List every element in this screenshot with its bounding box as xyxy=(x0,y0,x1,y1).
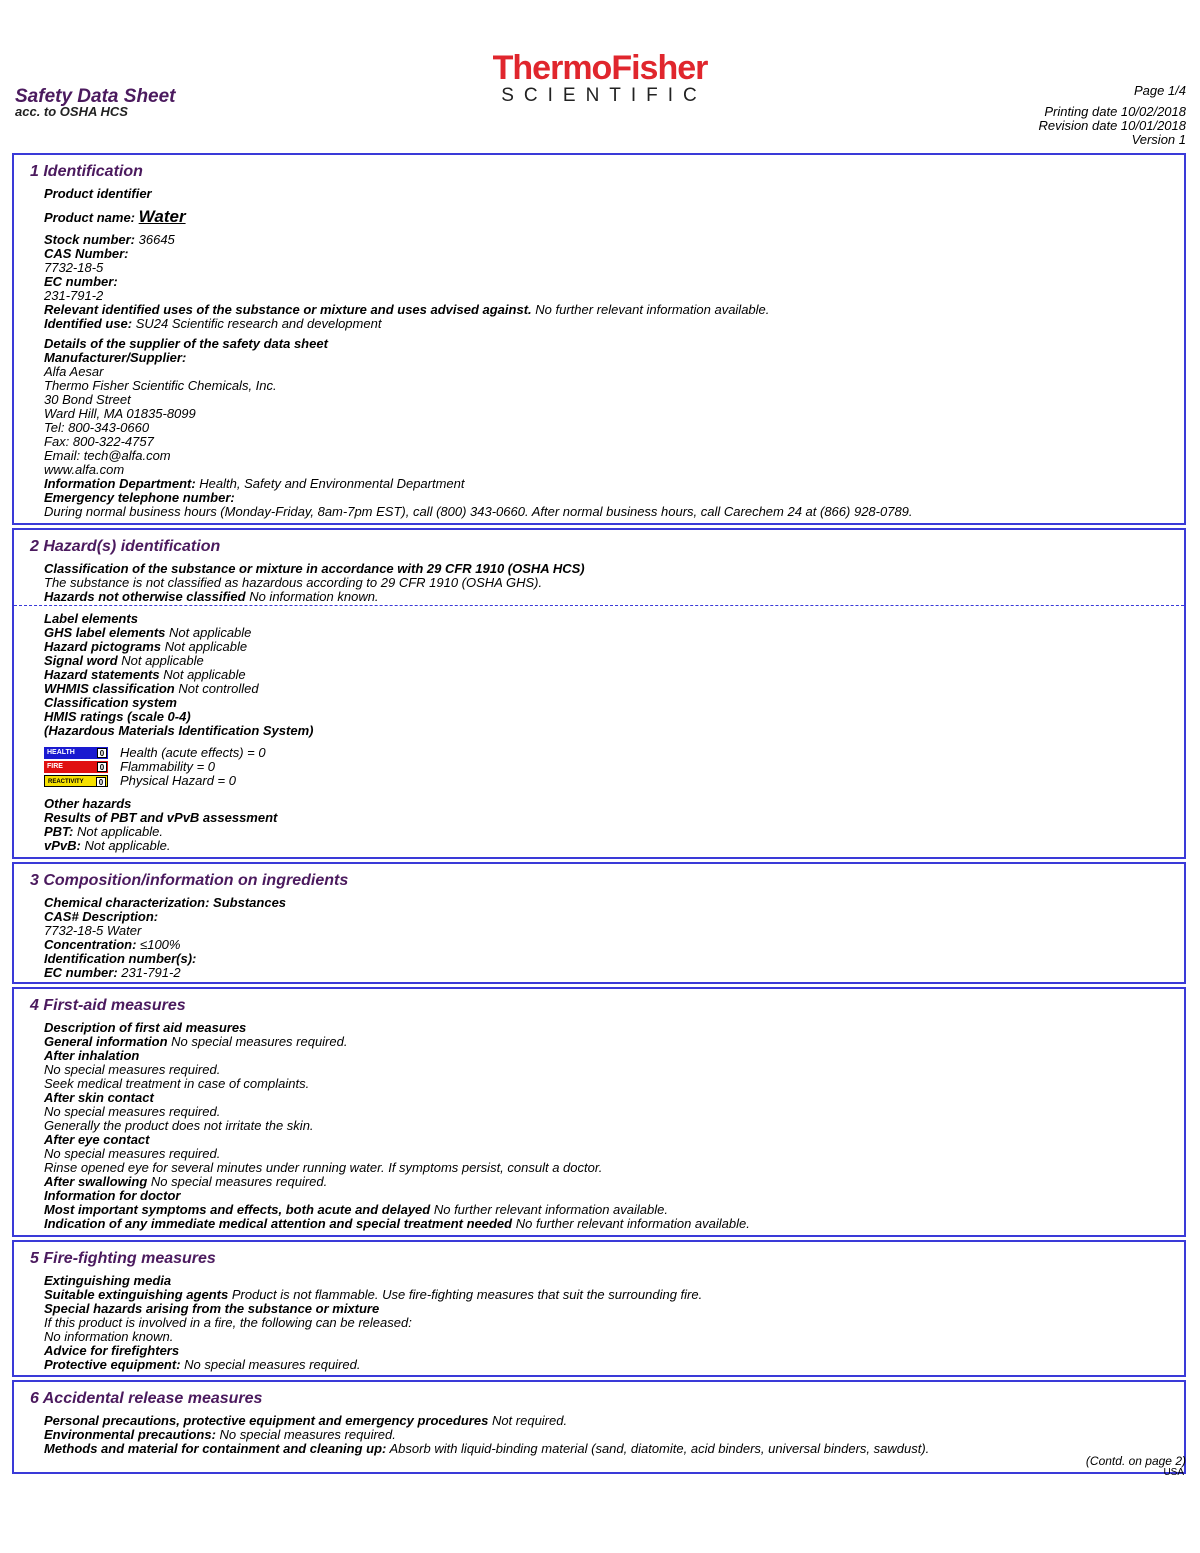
hmis-fire-badge: FIRE 0 xyxy=(44,761,108,773)
stock-number: 36645 xyxy=(138,232,175,247)
section-title: 5 Fire-fighting measures xyxy=(30,1250,216,1267)
section-accidental-release: 6 Accidental release measures Personal precautions, protective equipment and emergency procedures Not required. Environmental precautions: No special measures required. Methods and material for containment and cleaning up: Absorb with liquid-binding material (sand, diatomite, acid binders, universal binders, sawdust). xyxy=(12,1380,1186,1474)
dashed-divider xyxy=(14,605,1184,606)
address-line: Ward Hill, MA 01835-8099 xyxy=(44,406,196,421)
section-title: 1 Identification xyxy=(30,163,143,180)
hmis-row-reactivity: REACTIVITY 0 Physical Hazard = 0 xyxy=(44,774,313,788)
product-identifier-label: Product identifier xyxy=(44,186,152,201)
address-line: Alfa Aesar xyxy=(44,364,104,379)
ec-number: 231-791-2 xyxy=(44,288,104,303)
address-line: Fax: 800-322-4757 xyxy=(44,434,154,449)
hmis-health-badge: HEALTH 0 xyxy=(44,747,108,759)
hmis-reactivity-badge: REACTIVITY 0 xyxy=(44,775,108,787)
document-meta xyxy=(1039,84,1186,147)
document-subtitle: acc. to OSHA HCS xyxy=(15,104,128,119)
logo-brand-bottom: SCIENTIFIC xyxy=(501,85,707,106)
section-title: 4 First-aid measures xyxy=(30,997,186,1014)
continued-note: (Contd. on page 2) xyxy=(1085,1454,1186,1468)
version: Version 1 xyxy=(1131,132,1186,147)
document-title: Safety Data Sheet xyxy=(15,86,176,107)
page-number: Page 1/4 xyxy=(1133,83,1186,98)
section-title: 6 Accidental release measures xyxy=(30,1390,263,1407)
region-label: USA xyxy=(1163,1467,1184,1478)
section-fire-fighting: 5 Fire-fighting measures Extinguishing media Suitable extinguishing agents Product is not flammable. Use fire-fighting measures that suit the surrounding fire. Special hazards arising from the substance or mixture If this product is involved in a fire, the following can be released: No information known. Advice for firefighters Protective equipment: No special measures required. xyxy=(12,1240,1186,1377)
section-first-aid: 4 First-aid measures Description of first aid measures General information No special measures required. After inhalation No special measures required. Seek medical treatment in case of complaints. After skin contact No special measures required. Generally the product does not irritate the skin. After eye contact No special measures required. Rinse opened eye for several minutes under running water. If symptoms persist, consult a doctor. After swallowing No special measures required. Information for doctor Most important symptoms and effects, both acute and delayed No further relevant information available. Indication of any immediate medical attention and special treatment needed No further relevant information available. xyxy=(12,987,1186,1237)
address-line: www.alfa.com xyxy=(44,462,125,477)
printing-date: Printing date 10/02/2018 xyxy=(1044,104,1186,119)
cas-number: 7732-18-5 xyxy=(44,260,104,275)
address-line: Tel: 800-343-0660 xyxy=(44,420,150,435)
thermo-fisher-logo xyxy=(440,50,760,106)
section-title: 3 Composition/information on ingredients xyxy=(30,872,349,889)
identified-use: SU24 Scientific research and development xyxy=(135,316,382,331)
hmis-row-fire: FIRE 0 Flammability = 0 xyxy=(44,760,313,774)
address-line: Thermo Fisher Scientific Chemicals, Inc. xyxy=(44,378,277,393)
emergency-phone: During normal business hours (Monday-Friday, 8am-7pm EST), call (800) 343-0660. After normal business hours, call Carechem 24 at (866) 928-0789. xyxy=(44,504,913,519)
section-hazards: 2 Hazard(s) identification Classification of the substance or mixture in accordance with 29 CFR 1910 (OSHA HCS) The substance is not classified as hazardous according to 29 CFR 1910 (OSHA GHS). Hazards not otherwise classified No information known. Label elements GHS label elements Not applicable Hazard pictograms Not applicable Signal word Not applicable Hazard statements Not applicable WHMIS classification Not controlled Classification system HMIS ratings (scale 0-4) (Hazardous Materials Identification System) HEALTH 0 Health (acute effects) = 0 FIRE 0 Flammability = 0 REACTIVITY 0 Physical Hazard = 0 Other hazards Results of PBT and vPvB assessment PBT: Not applicable. vPvB: Not applicable. xyxy=(12,528,1186,859)
revision-date: Revision date 10/01/2018 xyxy=(1038,118,1186,133)
document-header xyxy=(0,0,1200,152)
section-title: 2 Hazard(s) identification xyxy=(30,538,221,555)
address-line: 30 Bond Street xyxy=(44,392,131,407)
product-name: Water xyxy=(138,207,186,226)
section-composition: 3 Composition/information on ingredients Chemical characterization: Substances CAS# Description: 7732-18-5 Water Concentration: ≤100% Identification number(s): EC number: 231-791-2 xyxy=(12,862,1186,984)
hmis-row-health: HEALTH 0 Health (acute effects) = 0 xyxy=(44,746,313,760)
logo-brand-top: ThermoFisher xyxy=(492,49,708,87)
section-identification: 1 Identification Product identifier Product name: Water Stock number: 36645 CAS Number: 7732-18-5 EC number: 231-791-2 Relevant identified uses of the substance or mixture and uses advised against. No further relevant information available. Identified use: SU24 Scientific research and development Details of the supplier of the safety data sheet Manufacturer/Supplier: Alfa Aesar Thermo Fisher Scientific Chemicals, Inc. 30 Bond Street Ward Hill, MA 01835-8099 Tel: 800-343-0660 Fax: 800-322-4757 Email: tech@alfa.com www.alfa.com Information Department: Health, Safety and Environmental Department Emergency telephone number: During normal business hours (Monday-Friday, 8am-7pm EST), call (800) 343-0660. After normal business hours, call Carechem 24 at (866) 928-0789. xyxy=(12,153,1186,525)
address-line: Email: tech@alfa.com xyxy=(44,448,171,463)
